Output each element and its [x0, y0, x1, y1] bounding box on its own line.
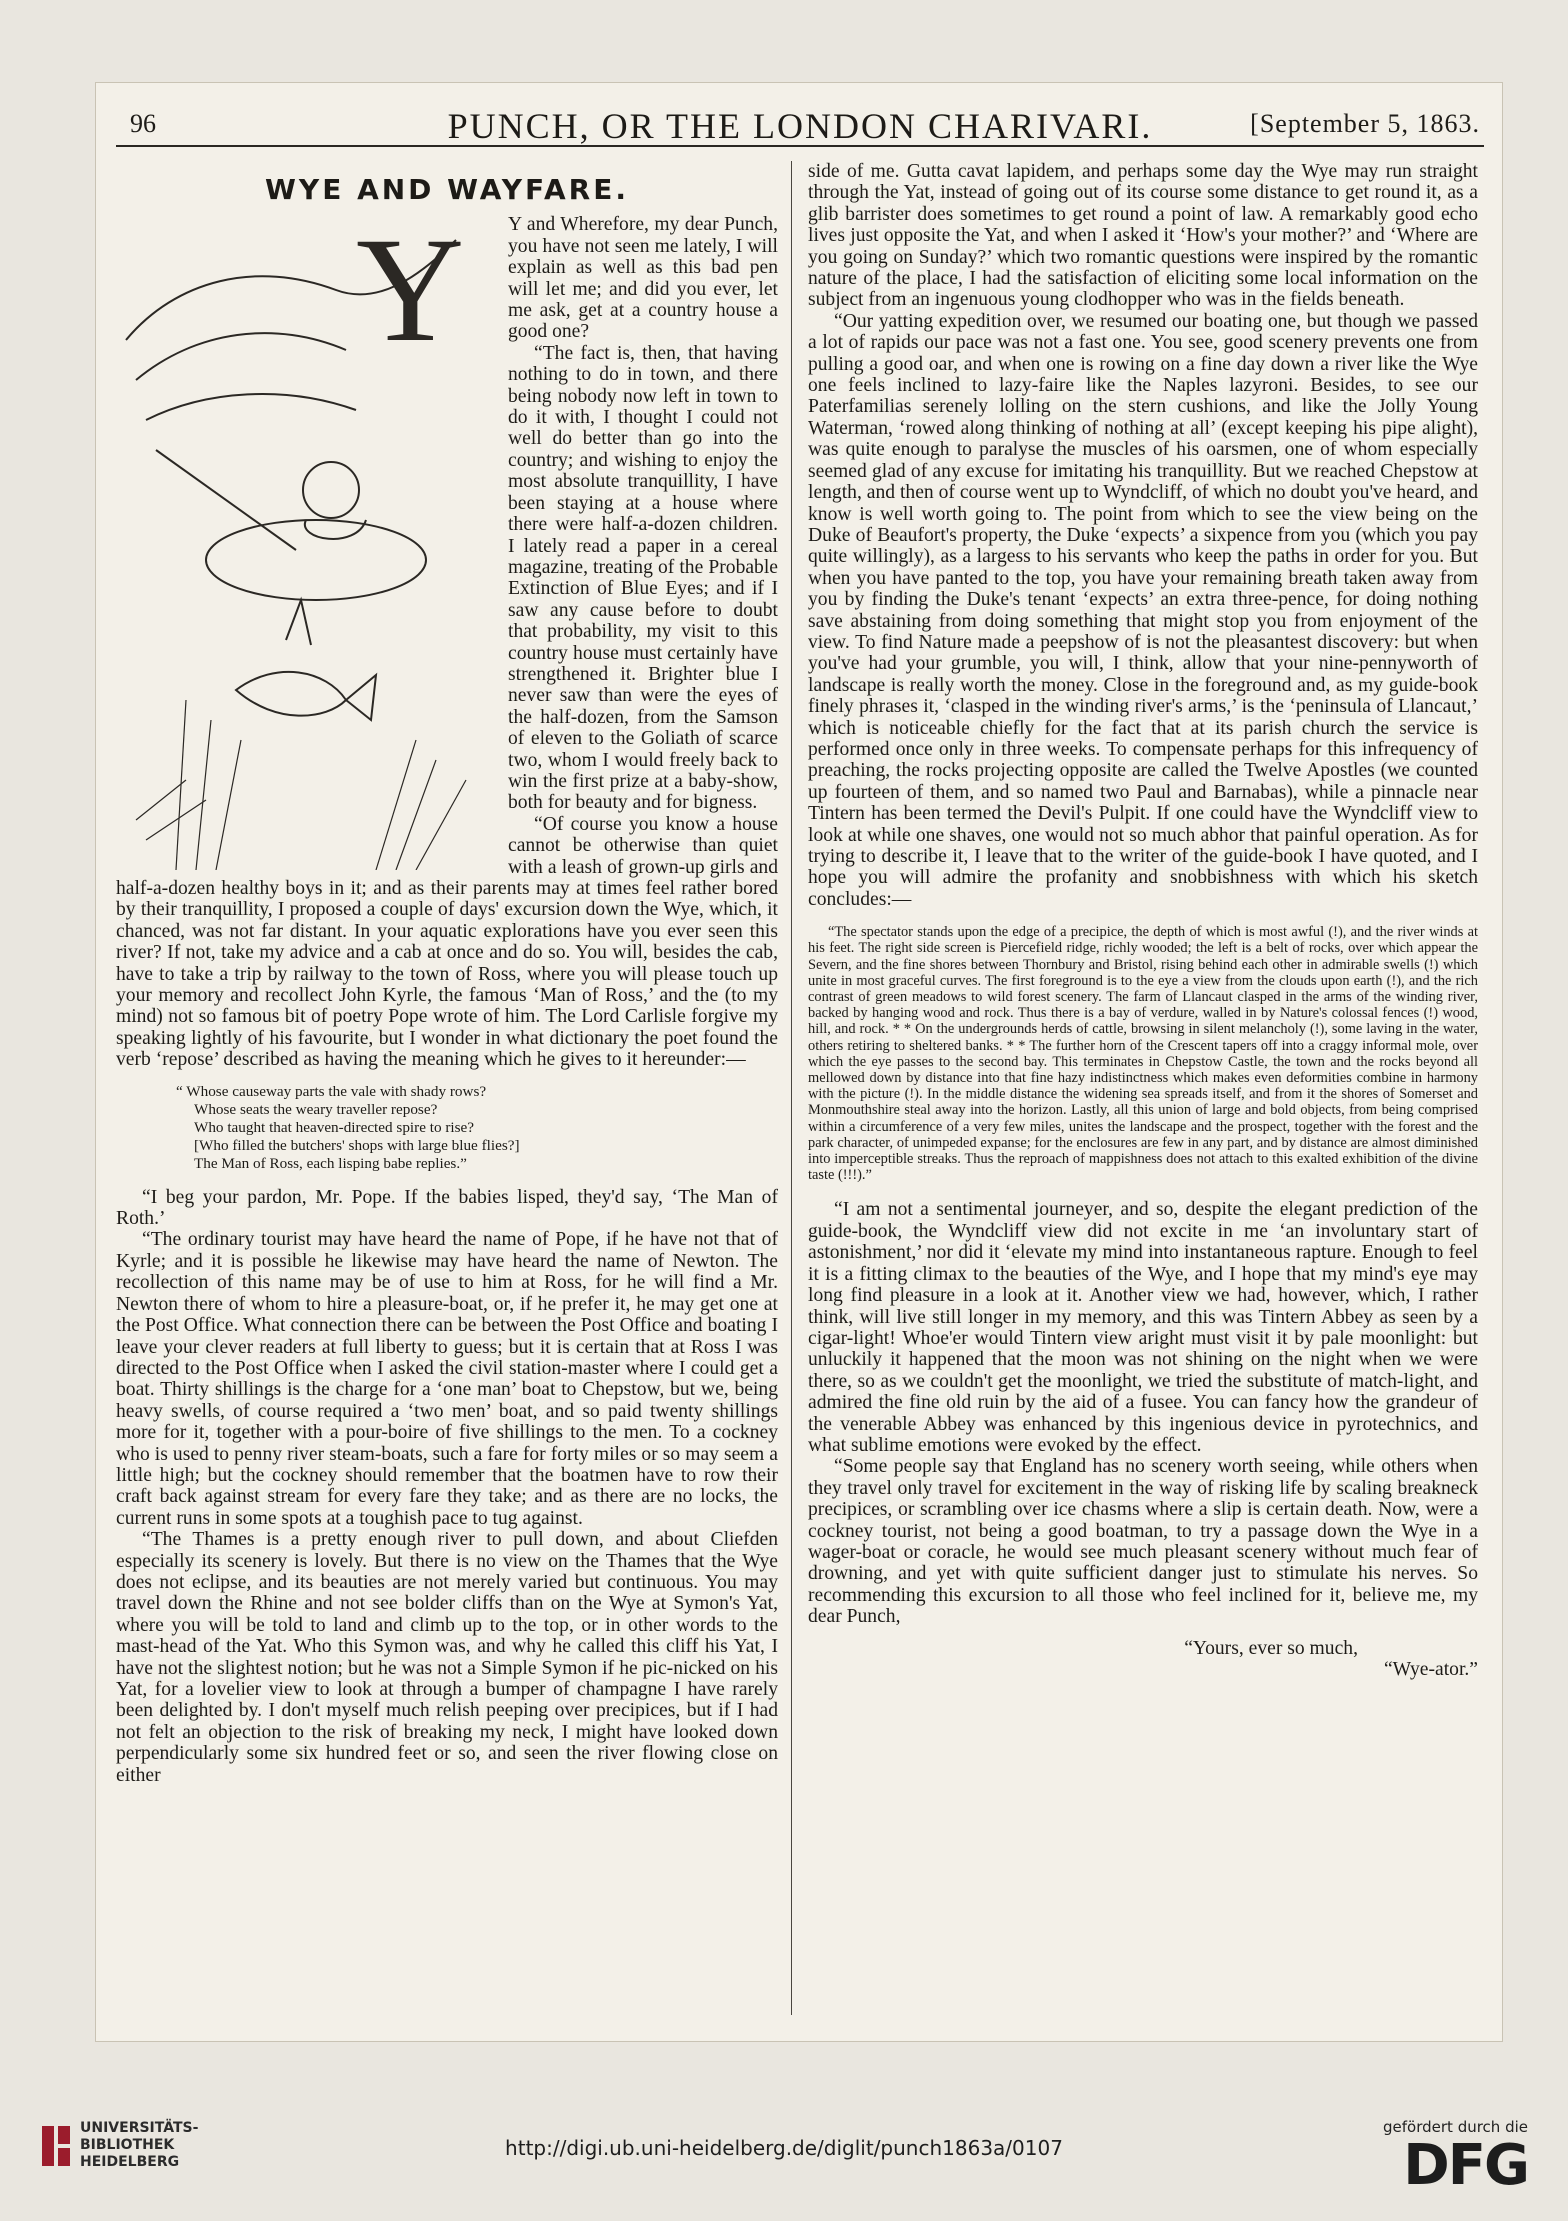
- paragraph: “The Thames is a pretty enough river to pull down, and about Cliefden especially its scenery is lovely. But there is no view on the Thames that the Wye does not eclipse, and its beauties are not merely varied but continuous. You may travel down the Rhine and not see bolder cliffs than on the Wye at Symon's Yat, where you will be told to land and climb up to the top, or in other words to the mast-head of the Yat. Who this Symon was, and why he called this cliff his Yat, I have not the slightest notion; but he was not a Simple Symon if he pic-nicked on his Yat, for a lovelier view to look at through a bumper of champagne I have rarely been delighted by. I don't myself much relish peeping over precipices, but if I had not felt an objection to the risk of breaking my neck, I might have looked down perpendicularly some six hundred feet or so, and seen the river flowing close on either: [116, 1529, 778, 1786]
- closing-line: “Yours, ever so much,: [1184, 1637, 1358, 1659]
- funder-label: gefördert durch die: [1383, 2118, 1528, 2136]
- poem-line: “ Whose causeway parts the vale with shady rows?: [176, 1082, 487, 1100]
- paragraph: side of me. Gutta cavat lapidem, and perhaps some day the Wye may run straight through the Yat, instead of going out of its course some distance to get round it, as a glib barrister does sometimes to get round a point of law. A remarkably good echo lives just opposite the Yat, and when I asked it ‘How's your mother?’ and ‘Where are you going on Sunday?’ which two romantic questions were inspired by the romantic nature of the place, I had the satisfaction of eliciting some local information on the subject from an ingenuous young clodhopper who was in the fields beneath.: [808, 161, 1478, 311]
- paragraph: “Our yatting expedition over, we resumed our boating one, but though we passed a lot of rapids our pace was not a fast one. You see, good scenery prevents one from pulling a good oar, and when one is rowing on a fine day down a river like the Wye one feels inclined to lazy-faire like the Naples lazyroni. Besides, to see our Paterfamilias serenely lolling on the stern cushions, and like the Jolly Young Waterman, ‘rowed along thinking of nothing at all’ (except keeping his pipe alight), was quite enough to paralyse the muscles of his oarsmen, one of whom especially seemed glad of any excuse for imitating his tranquillity. But we reached Chepstow at length, and then of course went up to Wyndcliff, of which no doubt you've heard, and know is well worth going to. The point from which to see the view being on the Duke of Beaufort's property, the Duke ‘expects’ a sixpence from you (which you pay quite willingly), as a largess to his servants who keep the paths in order for you. But when you have panted to the top, you have your remaining breath taken away from you by finding the Duke's tenant ‘expects’ an extra three-pence, for doing nothing save abstaining from doing something that might stop you from enjoyment of the view. To find Nature made a peepshow of is not the pleasantest discovery: but when you've had your grumble, you will, I think, allow that your nine-pennyworth of landscape is really worth the money. Close in the foreground and, as my guide-book finely phrases it, ‘clasped in the winding river's arms,’ is the ‘peninsula of Llancaut,’ which is noticeable chiefly for the fact that at its parish church the service is performed once only in three weeks. To compensate perhaps for this infrequency of preaching, the rocks projecting opposite are called the Twelve Apostles (we counted up fourteen of them, and so named two Paul and Barnabas), while a pinnacle near Tintern has been termed the Devil's Pulpit. If one could have the Wyndcliff view to look at while one shaves, one would not so much abhor that painful operation. As for trying to describe it, I leave that to the writer of the guide-book I have quoted, and I hope you will admire the profanity and snobbishness with which his sketch concludes:—: [808, 310, 1478, 910]
- paragraph: “Of course you know a house cannot be otherwise than quiet with a leash of grown-up girls and half-a-dozen healthy boys in it; and as their parents may at times feel rather bored by their tranquillity, I proposed a couple of days' excursion down the Wye, which, it chanced, was not far distant. In your aquatic explorations have you ever seen this river? If not, take my advice and a cab at once and do so. You will, besides the cab, have to take a trip by railway to the town of Ross, where you will please touch up your memory and recollect John Kyrle, the famous ‘Man of Ross,’ and the (to my mind) not so famous bit of poetry Pope wrote of him. The Lord Carlisle forgive my speaking lightly of his favourite, but I wonder in what dictionary the poet found the verb ‘repose’ described as having the meaning which he gives to it hereunder:—: [116, 813, 778, 1071]
- issue-date: [September 5, 1863.: [1250, 109, 1480, 138]
- paragraph: “I beg your pardon, Mr. Pope. If the babies lisped, they'd say, ‘The Man of Roth.’: [116, 1186, 778, 1230]
- library-name-line: UNIVERSITÄTS-: [80, 2120, 199, 2136]
- angler-illustration-icon: [116, 220, 494, 870]
- column-rule: [791, 161, 792, 2015]
- left-column: [116, 161, 778, 2017]
- dfg-logo[interactable]: DFG: [1403, 2133, 1528, 2198]
- svg-text:Y: Y: [356, 220, 465, 374]
- page-header: [116, 101, 1484, 147]
- library-name-line: HEIDELBERG: [80, 2154, 180, 2170]
- funder-block: [1383, 2118, 1528, 2196]
- signature: “Wye-ator.”: [1383, 1659, 1478, 1680]
- paragraph: “Some people say that England has no scenery worth seeing, while others when they travel only travel for excitement in the way of risking life by scaling breakneck precipices, or scrambling over ice chasms where a slip is certain death. Now, were a cockney tourist, not being a good boatman, to try a passage down the Wye in a wager-boat or coracle, he would see much pleasant scenery without much fear of drowning, and yet with quite sufficient danger just to stimulate his nerves. So recommending this excursion to all those who feel inclined for it, believe me, my dear Punch,: [808, 1456, 1478, 1628]
- library-name-line: BIBLIOTHEK: [80, 2137, 175, 2153]
- poem-quote: [176, 1083, 778, 1173]
- poem-line: [Who filled the butchers' shops with large blue flies?]: [194, 1136, 520, 1154]
- sign-off: [808, 1638, 1478, 1681]
- poem-line: Whose seats the weary traveller repose?: [194, 1100, 438, 1118]
- running-title: PUNCH, OR THE LONDON CHARIVARI.: [447, 106, 1153, 146]
- newspaper-page: [95, 82, 1503, 2042]
- viewer-footer: [0, 2108, 1568, 2221]
- paragraph: Y and Wherefore, my dear Punch, you have not seen me lately, I will explain as well as this bad pen will let me; and did you ever, let me ask, get at a country house a good one?: [508, 214, 778, 343]
- poem-line: The Man of Ross, each lisping babe replies.”: [194, 1154, 467, 1172]
- page-url-link[interactable]: http://digi.ub.uni-heidelberg.de/diglit/punch1863a/0107: [505, 2136, 1063, 2160]
- right-column: [808, 161, 1478, 2017]
- paragraph: “I am not a sentimental journeyer, and so, despite the elegant prediction of the guide-book, the Wyndcliff view did not excite in me ‘an involuntary start of astonishment,’ nor did it ‘elevate my mind into instantaneous rapture. Enough to feel it is a fitting climax to the beauties of the Wye, and I hope that my mind's eye may long find pleasure in a look at it. Another view we had, however, which, I rather think, will live still longer in my memory, and this was Tintern Abbey as seen by a cigar-light! Whoe'er would Tintern view aright must visit it by pale moonlight: but unluckily it happened that the moon was not shining on the night when we were there, so as we couldn't get the moonlight, we tried the substitute of match-light, and admired the fine old ruin by the aid of a fusee. You can fancy how the grandeur of the venerable Abbey was enhanced by this ingenious device in pyrotechnics, and what sublime emotions were evoked by the effect.: [808, 1199, 1478, 1456]
- page-number: 96: [130, 109, 156, 138]
- paragraph: “The fact is, then, that having nothing to do in town, and there being nobody now left in town to do it with, I thought I could not well do better than go into the country; and wishing to enjoy the most absolute tranquillity, I have been staying at a house where there were half-a-dozen children. I lately read a paper in a cereal magazine, treating of the Probable Extinction of Blue Eyes; and if I saw any cause before to doubt that probability, my visit to this country house must certainly have strengthened it. Brighter blue I never saw than were the eyes of the half-dozen, from the Samson of eleven to the Goliath of scarce two, whom I would freely back to win the first prize at a baby-show, both for beauty and for bigness.: [508, 342, 778, 814]
- article-title: WYE AND WAYFARE.: [265, 173, 629, 206]
- poem-line: Who taught that heaven-directed spire to rise?: [194, 1118, 475, 1136]
- paragraph: “The ordinary tourist may have heard the name of Pope, if he have not that of Kyrle; and it is possible he likewise may have heard the name of Newton. The recollection of this name may be of use to him at Ross, for he will find a Mr. Newton there of whom to hire a pleasure-boat, or, if he prefer it, he may get one at the Post Office. What connection there can be between the Post Office and boating I leave your clever readers at full liberty to guess; but it is certain that at Ross I was directed to the Post Office when I asked the civil station-master where I could get a boat. Thirty shillings is the charge for a ‘one man’ boat to Chepstow, but we, being heavy swells, of course required a ‘two men’ boat, and so paid twenty shillings more for it, together with a pour-boire of five shillings to the men. To a cockney who is used to penny river steam-boats, such a fare for forty miles or so may seem a little high; but the cockney should remember that the boatmen have to row their craft back against stream for every fare they take; and as there are no locks, the current runs in some spots at a toughish pace to tug against.: [116, 1229, 778, 1529]
- guide-book-quotation: “The spectator stands upon the edge of a precipice, the depth of which is most awful (!), and the river winds at his feet. The right side screen is Piercefield ridge, richly wooded; the left is a belt of rocks, over which appear the Severn, and the fine shores between Thornbury and Bristol, rising behind each other in admirable swells (!) which unite in most graceful curves. The first foreground is to the eye a view from the clouds upon earth (!), and the rich contrast of green meadows to wild forest scenery. The farm of Llancaut clasped in the arms of the winding river, backed by hanging wood and rock. Thus there is a bay of verdure, walled in by Nature's colossal fences (!) wood, hill, and rock. * * On the undergrounds herds of cattle, browsing in silent melancholy (!), some laving in the water, others retiring to sheltered banks. * * The further horn of the Crescent tapers off into a craggy informal mole, over which the eye passes to the second bay. This terminates in Chepstow Castle, the town and the rocks beyond all mellowed down by distance into that fine hazy indistinctness which makes even deformities combine in harmony with the picture (!). In the middle distance the widening sea spreads itself, and from it the shores of Somerset and Monmouthshire steal away into the horizon. Lastly, all this union of large and bold objects, from being comprised within a circumference of a very few miles, unites the landscape and the prospect, together with the forest and the park character, of unimpeded expanse; for the enclosures are few in any part, and by distance are almost diminished into imperceptible streaks. Thus the reproach of mappishness does not attach to this exalted exhibition of the divine taste (!!!).”: [808, 924, 1478, 1184]
